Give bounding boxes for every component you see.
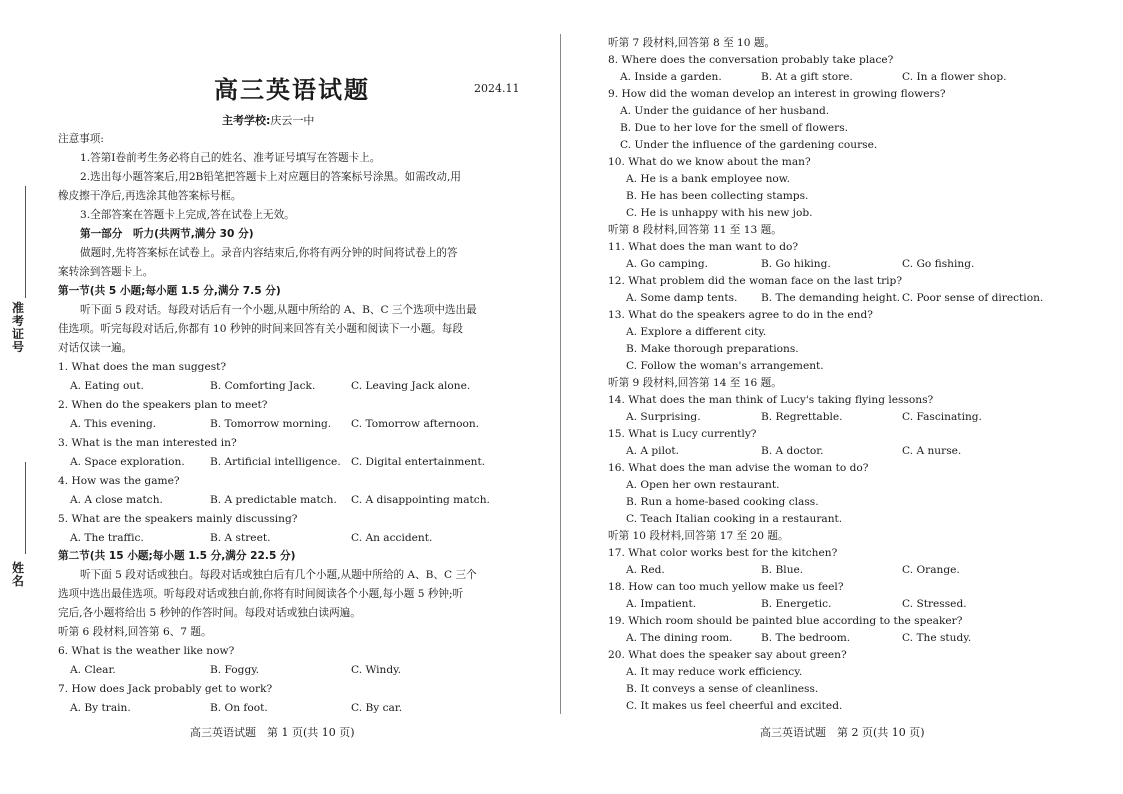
q16-option-c: C. Teach Italian cooking in a restaurant. (626, 513, 843, 525)
material-10: 听第 10 段材料,回答第 17 至 20 题。 (608, 530, 789, 542)
q10-option-b: B. He has been collecting stamps. (626, 190, 809, 202)
question-11: 11. What does the man want to do? (608, 241, 799, 253)
notice-item-1: 1.答第Ⅰ卷前考生务必将自己的姓名、准考证号填写在答题卡上。 (80, 152, 381, 164)
q3-option-c: C. Digital entertainment. (351, 456, 486, 468)
section2-intro-end: 完后,各小题将给出 5 秒钟的作答时间。每段对话或独白读两遍。 (58, 607, 361, 619)
q7-option-c: C. By car. (351, 702, 403, 714)
q15-option-a: A. A pilot. (626, 445, 679, 457)
q14-option-c: C. Fascinating. (902, 411, 982, 423)
q18-option-a: A. Impatient. (626, 598, 697, 610)
q8-option-a: A. Inside a garden. (620, 71, 722, 83)
question-12: 12. What problem did the woman face on the last trip? (608, 275, 903, 287)
q3-option-b: B. Artificial intelligence. (210, 456, 341, 468)
question-18: 18. How can too much yellow make us feel? (608, 581, 844, 593)
question-15: 15. What is Lucy currently? (608, 428, 757, 440)
material-6: 听第 6 段材料,回答第 6、7 题。 (58, 626, 212, 638)
q20-option-b: B. It conveys a sense of cleanliness. (626, 683, 819, 695)
part1-intro-cont: 案转涂到答题卡上。 (58, 266, 154, 278)
q5-option-b: B. A street. (210, 532, 271, 544)
q1-option-b: B. Comforting Jack. (210, 380, 316, 392)
q3-option-a: A. Space exploration. (70, 456, 185, 468)
section2-heading: 第二节(共 15 小题;每小题 1.5 分,满分 22.5 分) (58, 550, 296, 562)
footer-page-2: 高三英语试题 第 2 页(共 10 页) (760, 726, 925, 739)
name-label: 姓名 (11, 561, 24, 588)
q16-option-b: B. Run a home-based cooking class. (626, 496, 819, 508)
column-divider (560, 34, 561, 714)
q2-option-c: C. Tomorrow afternoon. (351, 418, 480, 430)
q17-option-a: A. Red. (626, 564, 665, 576)
question-8: 8. Where does the conversation probably take place? (608, 54, 894, 66)
question-6: 6. What is the weather like now? (58, 645, 235, 657)
question-7: 7. How does Jack probably get to work? (58, 683, 273, 695)
q15-option-c: C. A nurse. (902, 445, 962, 457)
section2-intro: 听下面 5 段对话或独白。每段对话或独白后有几个小题,从题中所给的 A、B、C 三个 (80, 569, 477, 581)
exam-date: 2024.11 (474, 82, 520, 95)
question-16: 16. What does the man advise the woman to do? (608, 462, 869, 474)
q4-option-a: A. A close match. (70, 494, 163, 506)
q20-option-c: C. It makes us feel cheerful and excited. (626, 700, 843, 712)
part1-heading: 第一部分 听力(共两节,满分 30 分) (80, 228, 254, 240)
q13-option-a: A. Explore a different city. (626, 326, 767, 338)
material-8: 听第 8 段材料,回答第 11 至 13 题。 (608, 224, 782, 236)
section2-intro-cont: 选项中选出最佳选项。听每段对话或独白前,你将有时间阅读各个小题,每小题 5 秒钟;听 (58, 588, 464, 600)
host-school-label: 主考学校: (222, 114, 271, 127)
q9-option-c: C. Under the influence of the gardening course. (620, 139, 878, 151)
notice-heading: 注意事项: (58, 133, 104, 145)
question-10: 10. What do we know about the man? (608, 156, 811, 168)
q18-option-c: C. Stressed. (902, 598, 967, 610)
q1-option-c: C. Leaving Jack alone. (351, 380, 471, 392)
notice-item-2-cont: 橡皮擦干净后,再选涂其他答案标号框。 (58, 190, 242, 202)
q2-option-b: B. Tomorrow morning. (210, 418, 332, 430)
q6-option-b: B. Foggy. (210, 664, 260, 676)
q13-option-c: C. Follow the woman's arrangement. (626, 360, 824, 372)
q4-option-c: C. A disappointing match. (351, 494, 490, 506)
question-13: 13. What do the speakers agree to do in the end? (608, 309, 873, 321)
q7-option-a: A. By train. (70, 702, 131, 714)
question-2: 2. When do the speakers plan to meet? (58, 399, 268, 411)
material-7: 听第 7 段材料,回答第 8 至 10 题。 (608, 37, 776, 49)
section1-intro-end: 对话仅读一遍。 (58, 342, 133, 354)
q12-option-a: A. Some damp tents. (626, 292, 738, 304)
question-1: 1. What does the man suggest? (58, 361, 227, 373)
q8-option-c: C. In a flower shop. (902, 71, 1007, 83)
question-20: 20. What does the speaker say about green? (608, 649, 847, 661)
q10-option-c: C. He is unhappy with his new job. (626, 207, 813, 219)
question-4: 4. How was the game? (58, 475, 180, 487)
q12-option-c: C. Poor sense of direction. (902, 292, 1044, 304)
q10-option-a: A. He is a bank employee now. (626, 173, 790, 185)
footer-page-1: 高三英语试题 第 1 页(共 10 页) (190, 726, 355, 739)
question-14: 14. What does the man think of Lucy's taking flying lessons? (608, 394, 934, 406)
notice-item-3: 3.全部答案在答题卡上完成,答在试卷上无效。 (80, 209, 295, 221)
notice-item-2: 2.选出每小题答案后,用2B铅笔把答题卡上对应题目的答案标号涂黑。如需改动,用 (80, 171, 461, 183)
part1-intro: 做题时,先将答案标在试卷上。录音内容结束后,你将有两分钟的时间将试卷上的答 (80, 247, 458, 259)
binding-line-top (25, 186, 26, 298)
q9-option-a: A. Under the guidance of her husband. (620, 105, 830, 117)
q11-option-c: C. Go fishing. (902, 258, 975, 270)
q6-option-c: C. Windy. (351, 664, 402, 676)
section1-intro: 听下面 5 段对话。每段对话后有一个小题,从题中所给的 A、B、C 三个选项中选出最 (80, 304, 477, 316)
q8-option-b: B. At a gift store. (761, 71, 853, 83)
page-title: 高三英语试题 (214, 76, 370, 104)
question-9: 9. How did the woman develop an interest in growing flowers? (608, 88, 946, 100)
q19-option-b: B. The bedroom. (761, 632, 851, 644)
q19-option-c: C. The study. (902, 632, 972, 644)
q17-option-b: B. Blue. (761, 564, 804, 576)
q11-option-b: B. Go hiking. (761, 258, 831, 270)
material-9: 听第 9 段材料,回答第 14 至 16 题。 (608, 377, 782, 389)
q7-option-b: B. On foot. (210, 702, 268, 714)
section1-intro-cont: 佳选项。听完每段对话后,你都有 10 秒钟的时间来回答有关小题和阅读下一小题。每段 (58, 323, 463, 335)
section1-heading: 第一节(共 5 小题;每小题 1.5 分,满分 7.5 分) (58, 285, 281, 297)
q9-option-b: B. Due to her love for the smell of flowers. (620, 122, 849, 134)
q17-option-c: C. Orange. (902, 564, 960, 576)
q14-option-b: B. Regrettable. (761, 411, 843, 423)
q19-option-a: A. The dining room. (626, 632, 733, 644)
question-17: 17. What color works best for the kitchen? (608, 547, 838, 559)
q1-option-a: A. Eating out. (70, 380, 144, 392)
host-school-name: 庆云一中 (270, 114, 315, 127)
q6-option-a: A. Clear. (70, 664, 116, 676)
question-5: 5. What are the speakers mainly discussing? (58, 513, 298, 525)
q13-option-b: B. Make thorough preparations. (626, 343, 799, 355)
q2-option-a: A. This evening. (70, 418, 157, 430)
question-19: 19. Which room should be painted blue according to the speaker? (608, 615, 963, 627)
q18-option-b: B. Energetic. (761, 598, 832, 610)
q20-option-a: A. It may reduce work efficiency. (626, 666, 803, 678)
q11-option-a: A. Go camping. (626, 258, 709, 270)
host-school (222, 112, 314, 128)
q12-option-b: B. The demanding height. (761, 292, 901, 304)
question-3: 3. What is the man interested in? (58, 437, 237, 449)
q5-option-c: C. An accident. (351, 532, 433, 544)
q15-option-b: B. A doctor. (761, 445, 824, 457)
exam-number-label: 准考证号 (11, 301, 24, 354)
q5-option-a: A. The traffic. (70, 532, 144, 544)
q14-option-a: A. Surprising. (626, 411, 701, 423)
q4-option-b: B. A predictable match. (210, 494, 337, 506)
q16-option-a: A. Open her own restaurant. (626, 479, 780, 491)
binding-line-middle (25, 462, 26, 554)
